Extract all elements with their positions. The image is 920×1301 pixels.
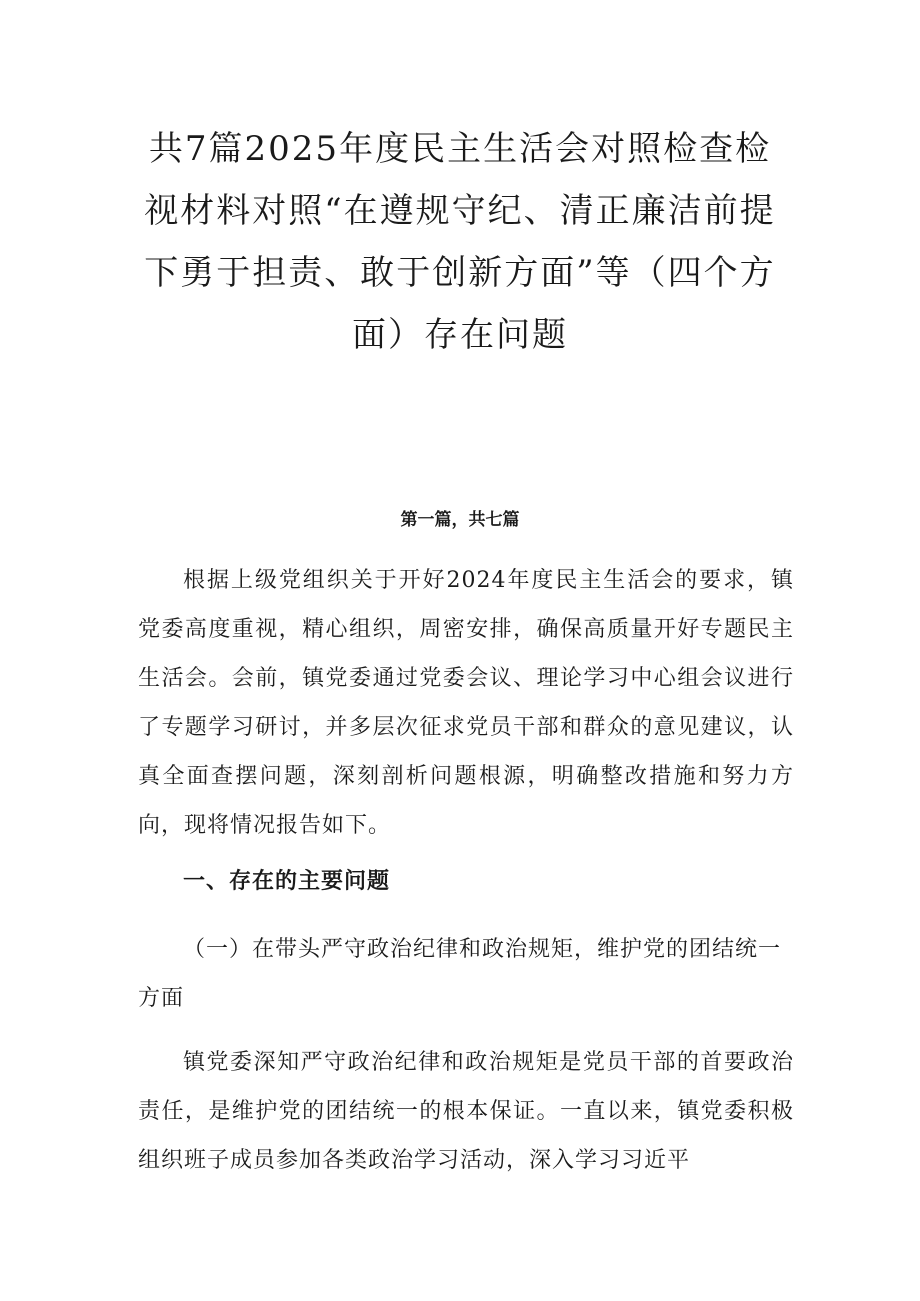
document-subtitle: 第一篇，共七篇 [400,510,520,530]
subsection-heading: （一）在带头严守政治纪律和政治规矩，维护党的团结统一方面 [138,937,782,1011]
intro-paragraph: 根据上级党组织关于开好2024年度民主生活会的要求，镇党委高度重视，精心组织，周密安排，确保高质量开好专题民主生活会。会前，镇党委通过党委会议、理论学习中心组会议进行了专题学习研讨，并多层次征求党员干部和群众的意见建议，认真全面查摆问题，深刻剖析问题根源，明确整改措施和努力方向，现将情况报告如下。 [138,568,794,838]
document-title: 共7篇2025年度民主生活会对照检查检视材料对照“在遵规守纪、清正廉洁前提下勇于担责、敢于创新方面”等（四个方面）存在问题 [144,129,776,355]
body-paragraph: 镇党委深知严守政治纪律和政治规矩是党员干部的首要政治责任，是维护党的团结统一的根本保证。一直以来，镇党委积极组织班子成员参加各类政治学习活动，深入学习习近平 [138,1050,794,1173]
section-heading: 一、存在的主要问题 [183,869,391,894]
